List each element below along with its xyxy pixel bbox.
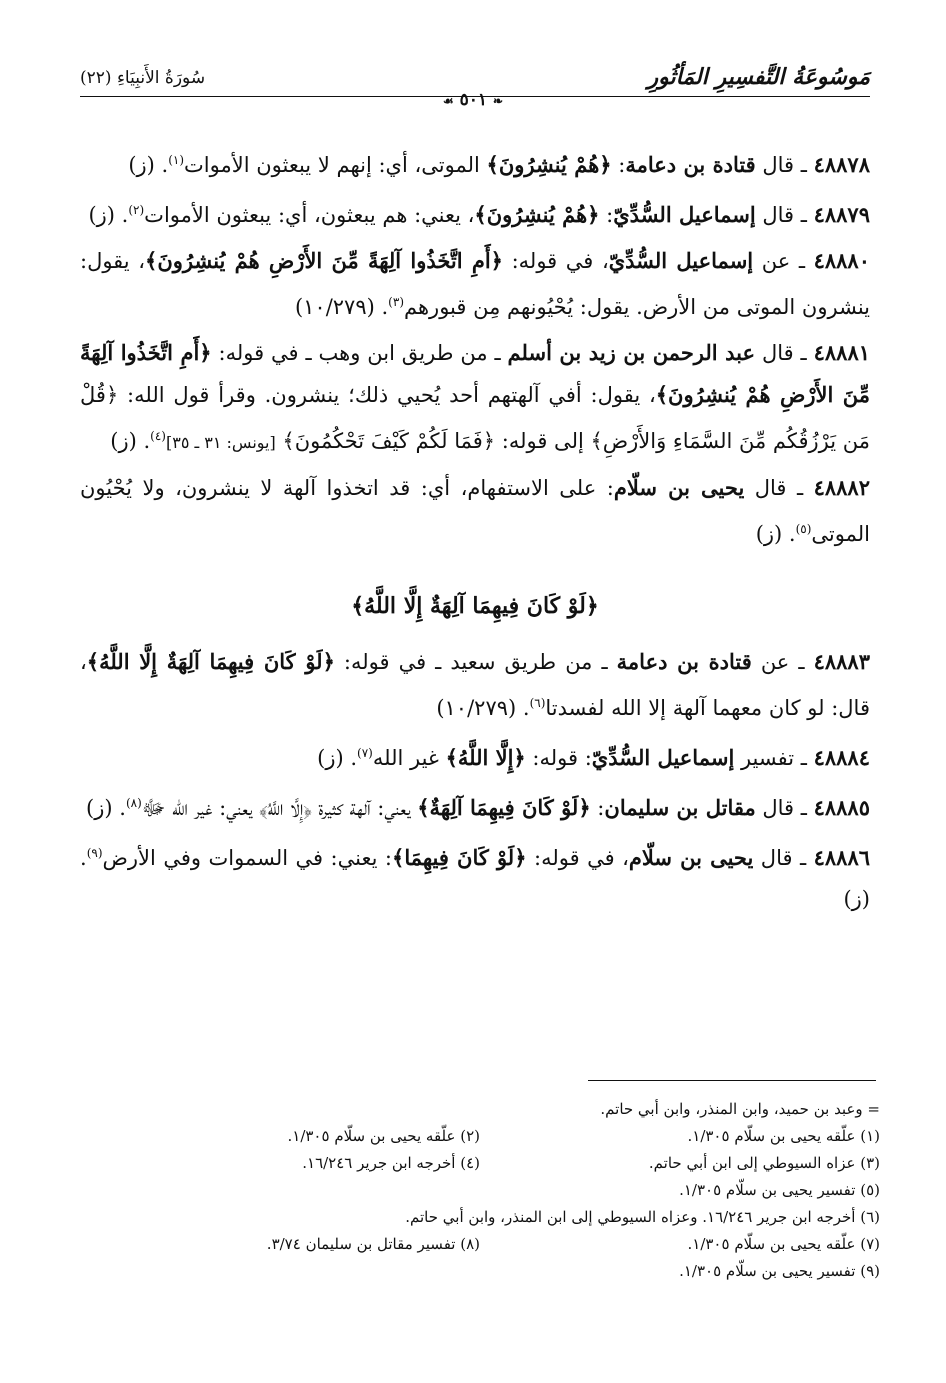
entry-text: الموتى، أي: إنهم لا يبعثون الأموات [184, 153, 487, 177]
entry-text: ، في قوله: [526, 846, 629, 870]
entry-source: . (ز) [80, 846, 870, 911]
footnote-marker: (٣) [388, 295, 404, 309]
entry-number: ٤٨٨٨٦ [813, 845, 871, 870]
entry-text: ـ عن [753, 249, 814, 273]
quran-quote: ﴿أَمِ اتَّخَذُوا آلِهَةً مِّنَ الأَرْضِ هُمْ يُنشِرُونَ﴾ [145, 248, 503, 273]
page-number: ٥٠١ [459, 90, 488, 110]
entry-text: على الاستفهام، أي: قد اتخذوا آلهة لا ينشرون، ولا يُحْيُون الموتى [80, 476, 870, 546]
entry-text: ـ قال [753, 846, 814, 870]
footnote: (٨) تفسير مقاتل بن سليمان ٣/٧٤. [266, 1235, 480, 1253]
footnote-line [80, 1231, 880, 1258]
entry-text: يعني: آلهة كثيرة ﴿إِلَّا اللَّهُ﴾ يعني: غير الله ﷻ [141, 796, 418, 820]
footnote: (٥) تفسير يحيى بن سلّام ١/٣٠٥. [679, 1181, 880, 1199]
entry-number: ٤٨٨٨٠ [813, 248, 870, 273]
entry-text: ـ عن [751, 650, 814, 674]
entry-text: ـ قال [755, 153, 814, 177]
quran-quote: ﴿لَوْ كَانَ فِيهِمَا﴾ [392, 845, 527, 870]
entry-text: : قوله: [525, 746, 592, 770]
entry [80, 190, 870, 236]
entry-text: : يعني: في السموات وفي الأرض [102, 846, 393, 870]
entry-text: ـ قال [755, 203, 814, 227]
entry-text: : [596, 476, 614, 500]
narrator-name: إسماعيل السُّدِّيّ [613, 202, 756, 227]
footnote-line [80, 1204, 880, 1231]
entry [80, 833, 870, 920]
footnote-marker: (٩) [86, 846, 103, 860]
footnote-marker: (٨) [125, 796, 142, 810]
footnote-line [80, 1123, 880, 1150]
entry [80, 733, 870, 779]
entry-text: : [590, 796, 605, 820]
entry-text: ـ قال [755, 796, 814, 820]
entry-number: ٤٨٨٧٨ [813, 152, 870, 177]
entry-text: : [599, 203, 614, 227]
entry-text: ـ تفسير [734, 746, 814, 770]
footnote-line [80, 1177, 880, 1204]
narrator-name: يحيى بن سلّام [613, 475, 745, 500]
entry-text: غير الله [372, 746, 446, 770]
entry-source: . (ز) [317, 746, 358, 770]
entry-source: . (١٠/٢٧٩) [436, 696, 530, 720]
footnote-marker: (٧) [357, 746, 373, 760]
entry-text: ، في قوله: [502, 249, 609, 273]
footnote-marker: (٦) [529, 696, 546, 710]
footnotes [80, 1096, 880, 1285]
narrator-name: يحيى بن سلّام [628, 845, 754, 870]
footnote: (٦) أخرجه ابن جرير ١٦/٢٤٦. وعزاه السيوطي إلى ابن المنذر، وابن أبي حاتم. [405, 1208, 880, 1226]
quran-quote: ﴿لَوْ كَانَ فِيهِمَا آلِهَةٌ إِلَّا اللَّهُ﴾ [86, 649, 335, 674]
narrator-name: إسماعيل السُّدِّيّ [608, 248, 754, 273]
footnote: (٢) علّقه يحيى بن سلّام ١/٣٠٥. [287, 1127, 480, 1145]
footnote: (١) علّقه يحيى بن سلّام ١/٣٠٥. [687, 1127, 880, 1145]
entry [80, 240, 870, 328]
entries-group-1 [80, 140, 870, 555]
footnote-marker: (٢) [128, 203, 145, 217]
entry-source: . (ز) [110, 429, 151, 453]
surah-label: سُورَةُ الأَنبِيَاءِ (٢٢) [80, 68, 206, 88]
entry-text: ـ من طريق سعيد ـ في قوله: [334, 650, 617, 674]
entry-text: ـ قال [744, 476, 814, 500]
footnote: (٩) تفسير يحيى بن سلّام ١/٣٠٥. [679, 1262, 880, 1280]
section-heading: ﴿لَوْ كَانَ فِيهِمَا آلِهَةٌ إِلَّا اللَّهُ﴾ [351, 593, 599, 619]
quran-quote: ﴿هُمْ يُنشِرُونَ﴾ [474, 202, 600, 227]
entry-number: ٤٨٨٨٤ [813, 745, 870, 770]
narrator-name: عبد الرحمن بن زيد بن أسلم [507, 340, 756, 365]
entry [80, 140, 870, 186]
entry-source: . (ز) [755, 522, 796, 546]
entry [80, 332, 870, 463]
footnote [279, 1177, 679, 1204]
footnote: (٧) علّقه يحيى بن سلّام ١/٣٠٥. [687, 1235, 880, 1253]
entries-group-2 [80, 641, 870, 920]
quran-reference: [يونس: ٣١ ـ ٣٥] [165, 433, 276, 452]
footnote: (٣) عزاه السيوطي إلى ابن أبي حاتم. [648, 1154, 880, 1172]
footnote-rows [80, 1123, 880, 1285]
entry-text: ، يعني: هم يبعثون، أي: يبعثون الأموات [144, 203, 475, 227]
entry-number: ٤٨٨٨٢ [813, 475, 870, 500]
quran-quote: ﴿إِلَّا اللَّهُ﴾ [445, 745, 526, 770]
entry-number: ٤٨٨٧٩ [813, 202, 870, 227]
main-text [80, 140, 870, 924]
footnote-marker: (٥) [795, 522, 812, 536]
entry-source: . (ز) [86, 796, 126, 820]
entry [80, 467, 870, 555]
quran-quote: ﴿لَوْ كَانَ فِيهِمَا آلِهَةٌ﴾ [417, 795, 591, 820]
entry-text: ـ قال [755, 341, 814, 365]
entry-source: . (ز) [88, 203, 129, 227]
narrator-name: مقاتل بن سليمان [604, 795, 756, 820]
entry [80, 641, 870, 729]
entry-text: ـ من طريق ابن وهب ـ في قوله: [211, 341, 508, 365]
footnote [279, 1258, 679, 1285]
footnote-marker: (٤) [150, 429, 166, 443]
book-title: مَوسُوعَةُ التَّفسِيرِ المَأثُورِ [647, 64, 870, 90]
footnote-continuation: = وعبد بن حميد، وابن المنذر، وابن أبي حاتم. [600, 1100, 880, 1118]
footnote: (٤) أخرجه ابن جرير ١٦/٢٤٦. [302, 1154, 480, 1172]
entry-source: . (ز) [128, 153, 169, 177]
footnote-line [80, 1258, 880, 1285]
quran-quote: ﴿أَمِ اتَّخَذُوا آلِهَةً مِّنَ الأَرْضِ هُمْ يُنشِرُونَ﴾ [80, 340, 870, 407]
entry-number: ٤٨٨٨٣ [813, 649, 870, 674]
entry-text: : [611, 153, 626, 177]
page-number-block [0, 90, 946, 110]
ornament-icon: ❧ [493, 94, 504, 108]
entry-text: ، يقول: أفي آلهتهم أحد يُحيي ذلك؛ ينشرون. وقرأ قول الله: ﴿قُلْ مَن يَرْزُقُكُم مِّنَ السَّمَاءِ وَالأَرْضِ﴾ إلى قوله: ﴿فَمَا لَكُمْ كَيْفَ تَحْكُمُونَ﴾ [80, 383, 870, 453]
quran-quote: ﴿هُمْ يُنشِرُونَ﴾ [486, 152, 612, 177]
entry-number: ٤٨٨٨١ [813, 340, 871, 365]
ornament-icon: ☙ [442, 94, 454, 108]
footnote-line [80, 1150, 880, 1177]
narrator-name: قتادة بن دعامة [616, 649, 752, 674]
entry [80, 783, 870, 829]
narrator-name: قتادة بن دعامة [625, 152, 756, 177]
entry-number: ٤٨٨٨٥ [813, 795, 870, 820]
entry-text: ، قال: لو كان معهما آلهة إلا الله لفسدتا [80, 650, 870, 720]
footnote-marker: (١) [168, 153, 185, 167]
entry-text: ، يقول: ينشرون الموتى من الأرض. يقول: يُحْيُونهم مِن قبورهم [80, 249, 870, 319]
footnote-rule [588, 1080, 876, 1081]
entry-source: . (١٠/٢٧٩) [294, 295, 389, 319]
narrator-name: إسماعيل السُّدِّيّ [591, 745, 735, 770]
footnote [80, 1204, 405, 1231]
